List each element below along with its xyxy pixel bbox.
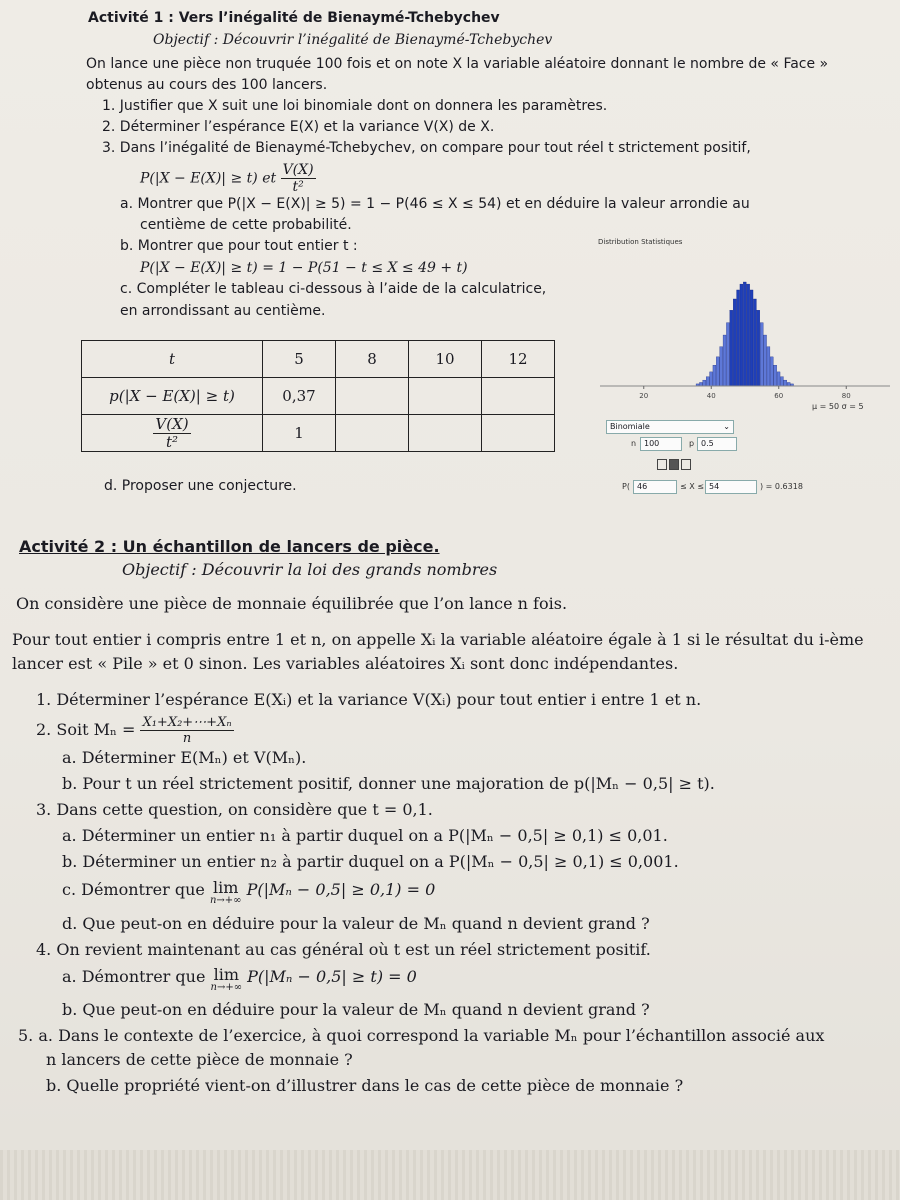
table-cell[interactable] <box>482 415 555 452</box>
q3c-limit <box>210 880 242 906</box>
table-header-cell: 10 <box>409 341 482 378</box>
chart-bar <box>730 310 733 386</box>
table-row2-denominator: t² <box>165 432 179 451</box>
activite2-q4a <box>62 967 417 993</box>
table-header-cell: 8 <box>336 341 409 378</box>
q3-inequality-left: P(|X − E(X)| ≥ t) et <box>140 170 277 187</box>
n-label: n <box>631 439 637 448</box>
chart-bar <box>733 299 736 386</box>
activite2-q4: 4. On revient maintenant au cas général où t est un réel strictement positif. <box>36 940 651 959</box>
activite2-q1: 1. Déterminer l’espérance E(Xᵢ) et la variance V(Xᵢ) pour tout entier i entre 1 et n. <box>36 690 702 709</box>
activite2-q2b: b. Pour t un réel strictement positif, donner une majoration de p(|Mₙ − 0,5| ≥ t). <box>62 774 715 793</box>
activite2-q2a: a. Déterminer E(Mₙ) et V(Mₙ). <box>62 748 307 767</box>
lower-bound-input[interactable]: 46 <box>633 480 677 494</box>
table-header-cell: 12 <box>482 341 555 378</box>
q2-numerator: X₁+X₂+⋯+Xₙ <box>142 715 232 730</box>
activite2-title: Activité 2 : Un échantillon de lancers de pièce. <box>19 537 440 556</box>
upper-bound-input[interactable]: 54 <box>705 480 757 494</box>
limit-subscript: n→+∞ <box>210 982 243 993</box>
activite1-q3-inequality <box>140 163 316 194</box>
n-input[interactable]: 100 <box>640 437 682 451</box>
activite1-objectif: Objectif : Découvrir l’inégalité de Bienaymé-Tchebychev <box>153 32 553 48</box>
q3-fraction-denominator: t² <box>292 179 304 195</box>
probability-table <box>81 340 555 452</box>
activite2-q5a-line2: n lancers de cette pièce de monnaie ? <box>46 1050 353 1069</box>
activite1-q1: 1. Justifier que X suit une loi binomiale dont on donnera les paramètres. <box>102 98 608 114</box>
interval-right-icon[interactable] <box>681 459 691 470</box>
activite1-qd: d. Proposer une conjecture. <box>104 478 297 494</box>
chart-bar <box>770 357 773 386</box>
chart-bar <box>750 290 753 386</box>
table-cell[interactable] <box>409 415 482 452</box>
chart-bar <box>720 347 723 386</box>
chart-tick-label: 40 <box>706 392 716 400</box>
activite2-q3d: d. Que peut-on en déduire pour la valeur de Mₙ quand n devient grand ? <box>62 914 650 933</box>
chart-tick-label: 20 <box>639 392 649 400</box>
binomial-chart <box>600 250 890 410</box>
desk-surface <box>0 1150 900 1200</box>
limit-text: lim <box>213 965 239 984</box>
chart-bar <box>764 335 767 386</box>
q2-denominator: n <box>182 731 192 746</box>
activite2-q5a-line1: 5. a. Dans le contexte de l’exercice, à quoi correspond la variable Mₙ pour l’échantillon associé aux <box>18 1026 825 1045</box>
table-cell: 0,37 <box>263 378 336 415</box>
q4a-limit <box>211 967 243 993</box>
chart-bar <box>723 335 726 386</box>
chart-bar <box>743 282 746 386</box>
chevron-down-icon: ⌄ <box>723 422 730 431</box>
activite1-intro-line2: obtenus au cours des 100 lancers. <box>86 77 328 93</box>
activite2-q2 <box>36 716 234 745</box>
table-cell[interactable] <box>336 378 409 415</box>
dropdown-label: Binomiale <box>610 422 650 431</box>
q4a-expression: P(|Mₙ − 0,5| ≥ t) = 0 <box>247 967 417 986</box>
q3-fraction <box>281 163 316 194</box>
activite1-intro-line1: On lance une pièce non truquée 100 fois et on note X la variable aléatoire donnant le nombre de « Face » <box>86 56 829 72</box>
chart-bar <box>726 323 729 386</box>
activite2-q3a: a. Déterminer un entier n₁ à partir duquel on a P(|Mₙ − 0,5| ≥ 0,1) ≤ 0,01. <box>62 826 668 845</box>
table-row2-label <box>82 415 263 452</box>
chart-ticks <box>639 386 850 400</box>
chart-bar <box>760 323 763 386</box>
activite2-q3: 3. Dans cette question, on considère que t = 0,1. <box>36 800 433 819</box>
limit-text: lim <box>213 878 239 897</box>
table-row <box>82 415 555 452</box>
table-cell[interactable] <box>409 378 482 415</box>
p-input[interactable]: 0.5 <box>697 437 737 451</box>
interval-left-icon[interactable] <box>657 459 667 470</box>
chart-bar <box>716 357 719 386</box>
table-cell[interactable] <box>482 378 555 415</box>
table-header-cell: 5 <box>263 341 336 378</box>
q2-fraction <box>140 716 233 745</box>
chart-tick-label: 60 <box>774 392 784 400</box>
activite1-q3: 3. Dans l’inégalité de Bienaymé-Tchebychev, on compare pour tout réel t strictement positif, <box>102 140 751 156</box>
q3c-prefix: c. Démontrer que <box>62 880 205 899</box>
table-row1-label: p(|X − E(X)| ≥ t) <box>82 378 263 415</box>
table-row <box>82 341 555 378</box>
calculator-header: Distribution Statistiques <box>598 238 683 246</box>
activite1-qc-line1: c. Compléter le tableau ci-dessous à l’aide de la calculatrice, <box>120 281 547 297</box>
activite1-title: Activité 1 : Vers l’inégalité de Bienaymé-Tchebychev <box>88 10 500 26</box>
interval-middle-icon[interactable] <box>669 459 679 470</box>
chart-bar <box>706 377 709 386</box>
activite1-q2: 2. Déterminer l’espérance E(X) et la variance V(X) de X. <box>102 119 495 135</box>
chart-bar <box>787 382 790 386</box>
table-cell[interactable] <box>336 415 409 452</box>
q3-fraction-numerator: V(X) <box>282 162 314 178</box>
chart-bar <box>780 377 783 386</box>
binomial-bars <box>696 282 793 386</box>
interval-text: ≤ X ≤ <box>680 482 704 491</box>
chart-bar <box>703 380 706 386</box>
prob-prefix: P( <box>622 482 630 491</box>
limit-subscript: n→+∞ <box>209 895 242 906</box>
activite2-q4b: b. Que peut-on en déduire pour la valeur de Mₙ quand n devient grand ? <box>62 1000 650 1019</box>
chart-bar <box>784 380 787 386</box>
chart-bar <box>737 290 740 386</box>
activite2-objectif: Objectif : Découvrir la loi des grands nombres <box>122 560 498 579</box>
chart-bar <box>757 310 760 386</box>
distribution-params: μ = 50 σ = 5 <box>812 402 864 411</box>
activite1-qb-line1: b. Montrer que pour tout entier t : <box>120 238 358 254</box>
activite2-p2-line1: Pour tout entier i compris entre 1 et n, on appelle Xᵢ la variable aléatoire égale à 1 si le résultat du i-ème <box>12 630 864 649</box>
table-header-label: t <box>82 341 263 378</box>
chart-bar <box>774 365 777 386</box>
table-row2-fraction <box>153 414 190 451</box>
q3c-expression: P(|Mₙ − 0,5| ≥ 0,1) = 0 <box>246 880 436 899</box>
q4a-prefix: a. Démontrer que <box>62 967 206 986</box>
table-row <box>82 378 555 415</box>
chart-bar <box>710 372 713 386</box>
activite2-q5b: b. Quelle propriété vient-on d’illustrer dans le cas de cette pièce de monnaie ? <box>46 1076 684 1095</box>
chart-bar <box>713 365 716 386</box>
q2-prefix: 2. Soit Mₙ = <box>36 720 136 739</box>
chart-bar <box>740 284 743 386</box>
activite1-qa-line1: a. Montrer que P(|X − E(X)| ≥ 5) = 1 − P(46 ≤ X ≤ 54) et en déduire la valeur arrondie au <box>120 196 750 212</box>
chart-bar <box>747 284 750 386</box>
p-label: p <box>689 439 695 448</box>
chart-bar <box>767 347 770 386</box>
activite2-q3c <box>62 880 435 906</box>
chart-bar <box>777 372 780 386</box>
distribution-dropdown[interactable] <box>606 420 734 434</box>
activite2-p2-line2: lancer est « Pile » et 0 sinon. Les variables aléatoires Xᵢ sont donc indépendantes. <box>12 654 679 673</box>
activite1-qb-line2: P(|X − E(X)| ≥ t) = 1 − P(51 − t ≤ X ≤ 49 + t) <box>140 260 468 276</box>
table-row2-numerator: V(X) <box>155 414 189 433</box>
chart-bar <box>699 382 702 386</box>
activite2-q3b: b. Déterminer un entier n₂ à partir duquel on a P(|Mₙ − 0,5| ≥ 0,1) ≤ 0,001. <box>62 852 679 871</box>
probability-result: ) = 0.6318 <box>760 482 803 491</box>
chart-tick-label: 80 <box>841 392 851 400</box>
chart-bar <box>753 299 756 386</box>
activite2-p1: On considère une pièce de monnaie équilibrée que l’on lance n fois. <box>16 594 568 613</box>
activite1-qc-line2: en arrondissant au centième. <box>120 303 326 319</box>
table-cell: 1 <box>263 415 336 452</box>
activite1-qa-line2: centième de cette probabilité. <box>140 217 352 233</box>
